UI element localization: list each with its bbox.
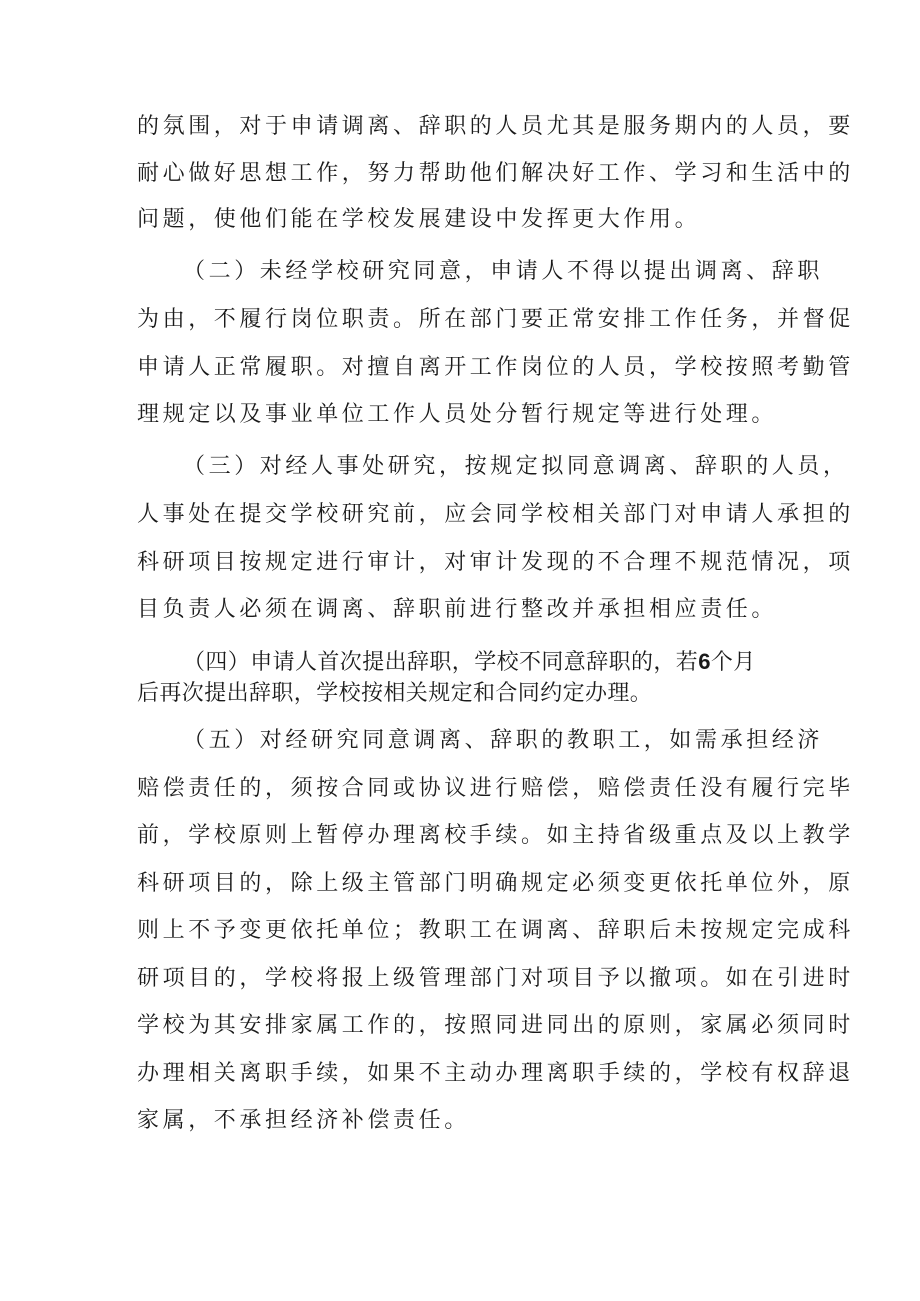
text-line: 人事处在提交学校研究前，应会同学校相关部门对申请人承担的 (137, 502, 854, 527)
text-line (183, 647, 920, 678)
text-line: 为由，不履行岗位职责。所在部门要正常安排工作任务，并督促 (137, 307, 854, 332)
text-line: （五）对经研究同意调离、辞职的教职工，如需承担经济 (183, 728, 824, 753)
text-line: 家属，不承担经济补偿责任。 (137, 1108, 470, 1133)
text-line: 理规定以及事业单位工作人员处分暂行规定等进行处理。 (137, 402, 778, 427)
text-line: 科研项目按规定进行审计，对审计发现的不合理不规范情况，项 (137, 550, 854, 575)
text-line: 的氛围，对于申请调离、辞职的人员尤其是服务期内的人员，要 (137, 114, 854, 139)
text-line: 办理相关离职手续，如果不主动办理离职手续的，学校有权辞退 (137, 1061, 854, 1086)
text-line: 研项目的，学校将报上级管理部门对项目予以撤项。如在引进时 (137, 966, 854, 991)
text-line: 目负责人必须在调离、辞职前进行整改并承担相应责任。 (137, 597, 778, 622)
text-line: 后再次提出辞职，学校按相关规定和合同约定办理。 (137, 681, 653, 706)
text-line: 耐心做好思想工作，努力帮助他们解决好工作、学习和生活中的 (137, 161, 854, 186)
text-line: （二）未经学校研究同意，申请人不得以提出调离、辞职 (183, 259, 824, 284)
text-line: 学校为其安排家属工作的，按照同进同出的原则，家属必须同时 (137, 1013, 854, 1038)
text-line: 申请人正常履职。对擅自离开工作岗位的人员，学校按照考勤管 (137, 355, 854, 380)
text-segment: 个月 (710, 650, 756, 675)
text-segment: （四）申请人首次提出辞职，学校不同意辞职的，若 (183, 650, 699, 675)
text-line: 则上不予变更依托单位；教职工在调离、辞职后未按规定完成科 (137, 918, 854, 943)
text-line: 问题，使他们能在学校发展建设中发挥更大作用。 (137, 207, 701, 232)
number-value: 6 (698, 649, 711, 674)
text-line: 赔偿责任的，须按合同或协议进行赔偿，赔偿责任没有履行完毕 (137, 776, 854, 801)
text-line: 前，学校原则上暂停办理离校手续。如主持省级重点及以上教学 (137, 823, 854, 848)
text-line: （三）对经人事处研究，按规定拟同意调离、辞职的人员， (183, 454, 849, 479)
text-line: 科研项目的，除上级主管部门明确规定必须变更依托单位外，原 (137, 871, 854, 896)
